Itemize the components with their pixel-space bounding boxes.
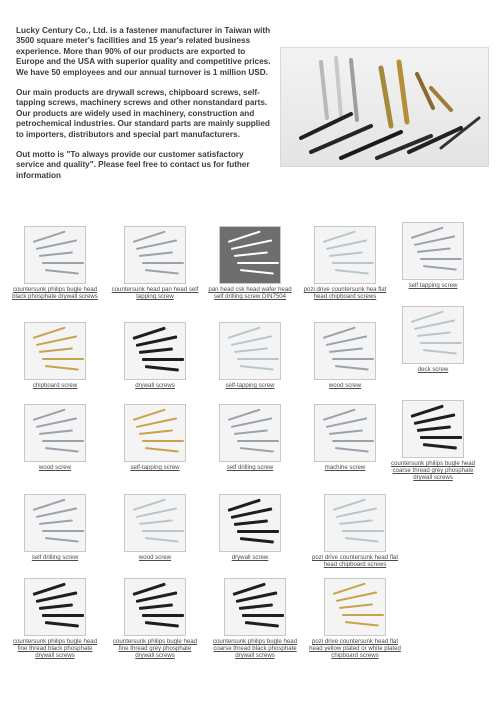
screw-shape bbox=[139, 603, 173, 610]
screw-shape bbox=[335, 269, 369, 275]
product-link[interactable]: countersunk philips bugle head fine thread black phosphate drywall screws bbox=[12, 638, 98, 659]
screw-shape bbox=[45, 269, 79, 275]
screw-shape bbox=[36, 239, 77, 250]
screw-shape bbox=[237, 440, 279, 442]
screw-shape bbox=[323, 231, 356, 243]
screw-shape bbox=[145, 621, 179, 628]
product-item[interactable] bbox=[9, 404, 101, 471]
product-item[interactable] bbox=[109, 494, 201, 561]
screw-shape bbox=[139, 519, 173, 525]
screw-shape bbox=[136, 239, 177, 250]
product-thumbnail[interactable] bbox=[314, 322, 376, 380]
screw-shape bbox=[45, 447, 79, 453]
screw-shape bbox=[423, 349, 457, 355]
product-link[interactable]: drywall screws bbox=[135, 382, 175, 389]
screw-shape bbox=[333, 583, 366, 595]
screw-shape bbox=[39, 251, 73, 257]
product-thumbnail[interactable] bbox=[324, 578, 386, 636]
screw-shape bbox=[234, 429, 268, 435]
product-link[interactable]: drywall screw bbox=[231, 554, 269, 561]
product-thumbnail[interactable] bbox=[124, 226, 186, 284]
screw-shape bbox=[33, 327, 66, 339]
screw-shape bbox=[39, 603, 73, 610]
screw-shape bbox=[142, 358, 184, 361]
product-thumbnail[interactable] bbox=[219, 226, 281, 284]
product-item[interactable] bbox=[387, 306, 479, 373]
product-item[interactable] bbox=[9, 226, 101, 300]
product-thumbnail[interactable] bbox=[124, 322, 186, 380]
screw-shape bbox=[133, 499, 166, 511]
intro-paragraph-motto: Out motto is "To always provide our customer satisfactory service and quality". Please feel free to contact us for futher information bbox=[16, 150, 250, 180]
product-item[interactable] bbox=[109, 226, 201, 300]
screw-shape bbox=[145, 537, 179, 543]
screw-shape bbox=[136, 417, 177, 428]
screw-shape bbox=[329, 347, 363, 353]
product-link[interactable]: pozi drive countersunk hea flat head chipboard screws bbox=[303, 286, 387, 300]
product-link[interactable]: wood screw bbox=[328, 382, 362, 389]
screw-shape bbox=[142, 614, 184, 617]
screw-shape bbox=[240, 269, 274, 275]
screw-shape bbox=[228, 231, 261, 243]
screw-shape bbox=[417, 247, 451, 253]
screw-shape bbox=[231, 417, 272, 428]
product-item[interactable] bbox=[9, 322, 101, 389]
product-link[interactable]: wood screw bbox=[138, 554, 172, 561]
screw-shape bbox=[332, 440, 374, 442]
intro-paragraph-products: Our main products are drywall screws, chipboard screws, self-tapping screws, machinery screws and other nonstandard parts. Our products are widely used in machinery, construction and petrochemical industries. Our standard parts are mainly supplied to importers, distributors and special part manufacturers. bbox=[16, 88, 270, 139]
product-link[interactable]: self drilling screw bbox=[31, 554, 79, 561]
screw-shape bbox=[342, 530, 384, 532]
screw-shape bbox=[234, 347, 268, 353]
screw-shape bbox=[345, 621, 379, 627]
screw-shape bbox=[417, 331, 451, 337]
screw-shape bbox=[36, 417, 77, 428]
screw-shape bbox=[417, 425, 451, 432]
product-thumbnail[interactable] bbox=[219, 404, 281, 462]
product-thumbnail[interactable] bbox=[124, 494, 186, 552]
product-thumbnail[interactable] bbox=[24, 322, 86, 380]
product-item[interactable] bbox=[204, 226, 296, 300]
screw-shape bbox=[336, 507, 377, 518]
product-item[interactable] bbox=[9, 494, 101, 561]
screw-shape bbox=[33, 499, 66, 511]
product-item[interactable] bbox=[299, 226, 391, 300]
screw-shape bbox=[237, 530, 279, 533]
product-link[interactable]: countersunk philips bugle head fine thread grey phosphate drywall screws bbox=[112, 638, 198, 659]
screw-shape bbox=[42, 262, 84, 264]
screw-shape bbox=[332, 262, 374, 264]
screw-shape bbox=[145, 447, 179, 453]
screw-shape bbox=[231, 239, 272, 250]
product-item[interactable] bbox=[204, 322, 296, 389]
screw-shape bbox=[139, 251, 173, 257]
product-thumbnail[interactable] bbox=[402, 306, 464, 364]
screw-shape bbox=[139, 347, 173, 354]
screw-shape bbox=[136, 507, 177, 518]
product-item[interactable] bbox=[109, 578, 201, 659]
screw-shape bbox=[231, 335, 272, 346]
screw-shape bbox=[345, 537, 379, 543]
screw-shape bbox=[228, 409, 261, 421]
product-thumbnail[interactable] bbox=[124, 578, 186, 636]
screw-shape bbox=[414, 235, 455, 246]
product-link[interactable]: wood screw bbox=[38, 464, 72, 471]
screw-shape bbox=[36, 335, 77, 346]
screw-shape bbox=[423, 265, 457, 271]
screw-shape bbox=[45, 621, 79, 628]
intro-paragraph-company: Lucky Century Co., Ltd. is a fastener manufacturer in Taiwan with 3500 square meter's facilities and 15 year's related business experience. More than 90% of our products are exported to Europe and the USA with superior quality and competitive prices. We have 50 employees and our annual turnover is 1 million USD. bbox=[16, 26, 271, 77]
product-link[interactable]: pozi drive countersunk head flat head yellow plated or white plated chipboard screws bbox=[309, 638, 401, 659]
screw-shape bbox=[45, 537, 79, 543]
screw-shape bbox=[239, 603, 273, 610]
product-link[interactable]: self tapping screw bbox=[408, 282, 458, 289]
product-link[interactable]: chipboard screw bbox=[32, 382, 78, 389]
screw-shape bbox=[33, 409, 66, 421]
product-link[interactable]: self-tapping screw bbox=[130, 464, 180, 471]
product-item[interactable] bbox=[299, 404, 391, 471]
product-link[interactable]: self-tapping screw bbox=[225, 382, 275, 389]
screw-shape bbox=[39, 347, 73, 353]
product-thumbnail[interactable] bbox=[314, 226, 376, 284]
product-item[interactable] bbox=[204, 494, 296, 561]
screw-shape bbox=[33, 231, 66, 243]
product-thumbnail[interactable] bbox=[219, 494, 281, 552]
screw-shape bbox=[142, 530, 184, 532]
screw-shape bbox=[145, 269, 179, 275]
product-thumbnail[interactable] bbox=[402, 222, 464, 280]
product-link[interactable]: countersunk philips bugle head black phosphate drywall screws bbox=[12, 286, 98, 300]
product-thumbnail[interactable] bbox=[124, 404, 186, 462]
screw-shape bbox=[42, 530, 84, 532]
screw-shape bbox=[133, 231, 166, 243]
screw-shape bbox=[335, 365, 369, 371]
product-link[interactable]: deck screw bbox=[417, 366, 449, 373]
screw-shape bbox=[335, 447, 369, 453]
screw-shape bbox=[323, 327, 356, 339]
screw-shape bbox=[234, 251, 268, 257]
product-item[interactable] bbox=[9, 578, 101, 659]
product-item[interactable] bbox=[309, 494, 401, 568]
screw-shape bbox=[326, 335, 367, 346]
product-thumbnail[interactable] bbox=[24, 226, 86, 284]
product-item[interactable] bbox=[209, 578, 301, 659]
screw-shape bbox=[329, 251, 363, 257]
screw-shape bbox=[339, 519, 373, 525]
screw-shape bbox=[228, 327, 261, 339]
product-thumbnail[interactable] bbox=[224, 578, 286, 636]
product-link[interactable]: machine screw bbox=[324, 464, 366, 471]
product-link[interactable]: countersunk head pan head self tapping screw bbox=[111, 286, 199, 300]
screw-shape bbox=[411, 227, 444, 239]
screw-shape bbox=[245, 621, 279, 628]
product-item[interactable] bbox=[109, 404, 201, 471]
screw-shape bbox=[45, 365, 79, 371]
product-thumbnail[interactable] bbox=[402, 400, 464, 458]
screw-shape bbox=[411, 311, 444, 323]
screw-shape bbox=[237, 262, 279, 264]
product-item[interactable] bbox=[109, 322, 201, 389]
product-thumbnail[interactable] bbox=[24, 494, 86, 552]
product-item[interactable] bbox=[387, 400, 479, 481]
screw-shape bbox=[237, 358, 279, 360]
product-thumbnail[interactable] bbox=[324, 494, 386, 552]
screw-shape bbox=[142, 262, 184, 264]
screw-shape bbox=[339, 603, 373, 609]
screw-shape bbox=[240, 537, 274, 544]
screw-shape bbox=[423, 443, 457, 450]
product-thumbnail[interactable] bbox=[219, 322, 281, 380]
screw-shape bbox=[240, 447, 274, 453]
screw-shape bbox=[329, 429, 363, 435]
product-link[interactable]: countersunk philips bugle head coarse thread black phosphate drywall screws bbox=[212, 638, 298, 659]
screw-shape bbox=[133, 409, 166, 421]
screw-shape bbox=[414, 319, 455, 330]
product-link[interactable]: pan head csk head wafer head self drilling screw DIN7504 bbox=[208, 286, 292, 300]
screw-shape bbox=[242, 614, 284, 617]
screw-shape bbox=[420, 342, 462, 344]
screw-shape bbox=[326, 417, 367, 428]
product-thumbnail[interactable] bbox=[314, 404, 376, 462]
product-item[interactable] bbox=[299, 322, 391, 389]
product-item[interactable] bbox=[309, 578, 401, 659]
product-thumbnail[interactable] bbox=[24, 578, 86, 636]
product-item[interactable] bbox=[387, 222, 479, 289]
screw-shape bbox=[326, 239, 367, 250]
screw-shape bbox=[145, 365, 179, 372]
screw-shape bbox=[36, 507, 77, 518]
product-link[interactable]: pozi drive countersunk head flat head chipboard screws bbox=[311, 554, 399, 568]
screw-shape bbox=[420, 436, 462, 439]
screw-shape bbox=[323, 409, 356, 421]
screw-shape bbox=[42, 440, 84, 442]
screw-shape bbox=[139, 429, 173, 435]
screw-shape bbox=[336, 591, 377, 602]
screw-shape bbox=[39, 429, 73, 435]
screw-shape bbox=[420, 258, 462, 260]
screw-shape bbox=[142, 440, 184, 442]
screw-shape bbox=[240, 365, 274, 371]
screw-shape bbox=[42, 358, 84, 360]
product-thumbnail[interactable] bbox=[24, 404, 86, 462]
screw-shape bbox=[39, 519, 73, 525]
screw-shape bbox=[42, 614, 84, 617]
screw-shape bbox=[234, 519, 268, 526]
screw-shape bbox=[333, 499, 366, 511]
screw-shape bbox=[332, 358, 374, 360]
product-item[interactable] bbox=[204, 404, 296, 471]
product-link[interactable]: self drilling screw bbox=[226, 464, 274, 471]
product-link[interactable]: countersunk philips bugle head coarse thread grey phosphate drywall screws bbox=[390, 460, 476, 481]
screw-shape bbox=[342, 614, 384, 616]
